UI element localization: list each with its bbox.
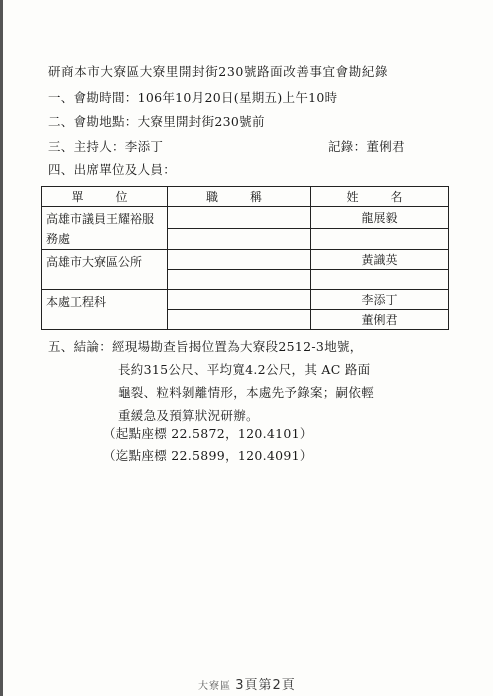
conclusion-line-4: 重緩急及預算狀況研辦。: [118, 408, 259, 423]
name-cell: 董俐君: [311, 310, 449, 330]
footer-page-mark: 3頁第2頁: [235, 678, 296, 693]
unit-cell: 高雄市大寮區公所: [42, 250, 168, 290]
header-unit: 單 位: [42, 187, 168, 207]
scan-edge: [0, 0, 3, 696]
conclusion-line-1: 五、結論：經現場勘查旨揭位置為大寮段2512-3地號，: [48, 339, 363, 354]
name-cell: 李添丁: [311, 290, 449, 310]
name-cell: [311, 228, 449, 250]
footer-stamp: 大寮區: [198, 681, 231, 692]
meeting-location: 二、會勘地點：大寮里開封街230號前: [48, 114, 265, 129]
meeting-time: 一、會勘時間：106年10月20日(星期五)上午10時: [48, 90, 338, 105]
title-cell: [168, 228, 311, 250]
meeting-host: 三、主持人：李添丁: [48, 139, 164, 154]
title-cell: [168, 270, 311, 290]
attendance-table: [41, 186, 449, 330]
title-cell: [168, 290, 311, 310]
unit-cell: 高雄市議員王耀裕服務處: [42, 207, 168, 250]
document-title: 研商本市大寮區大寮里開封街230號路面改善事宜會勘紀錄: [48, 64, 389, 79]
attendees-label: 四、出席單位及人員：: [48, 162, 177, 177]
conclusion-line-3: 龜裂、粒料剝離情形，本處先予錄案；嗣依輕: [118, 385, 375, 400]
title-cell: [168, 207, 311, 229]
header-title: 職 稱: [168, 187, 311, 207]
page-footer: [198, 674, 296, 693]
header-name: 姓 名: [311, 187, 449, 207]
meeting-recorder: 記錄：董俐君: [328, 139, 405, 154]
name-cell: 黃識英: [311, 250, 449, 270]
start-coordinate: （起點座標 22.5872，120.4101）: [103, 426, 313, 441]
table-row: [42, 290, 449, 310]
table-row: [42, 207, 449, 229]
table-header-row: [42, 187, 449, 207]
name-cell: 龍展毅: [311, 207, 449, 229]
title-cell: [168, 310, 311, 330]
title-cell: [168, 250, 311, 270]
conclusion-line-2: 長約315公尺、平均寬4.2公尺，其 AC 路面: [118, 362, 371, 377]
name-cell: [311, 270, 449, 290]
unit-cell: 本處工程科: [42, 290, 168, 330]
table-row: [42, 250, 449, 270]
end-coordinate: （迄點座標 22.5899，120.4091）: [103, 448, 313, 463]
